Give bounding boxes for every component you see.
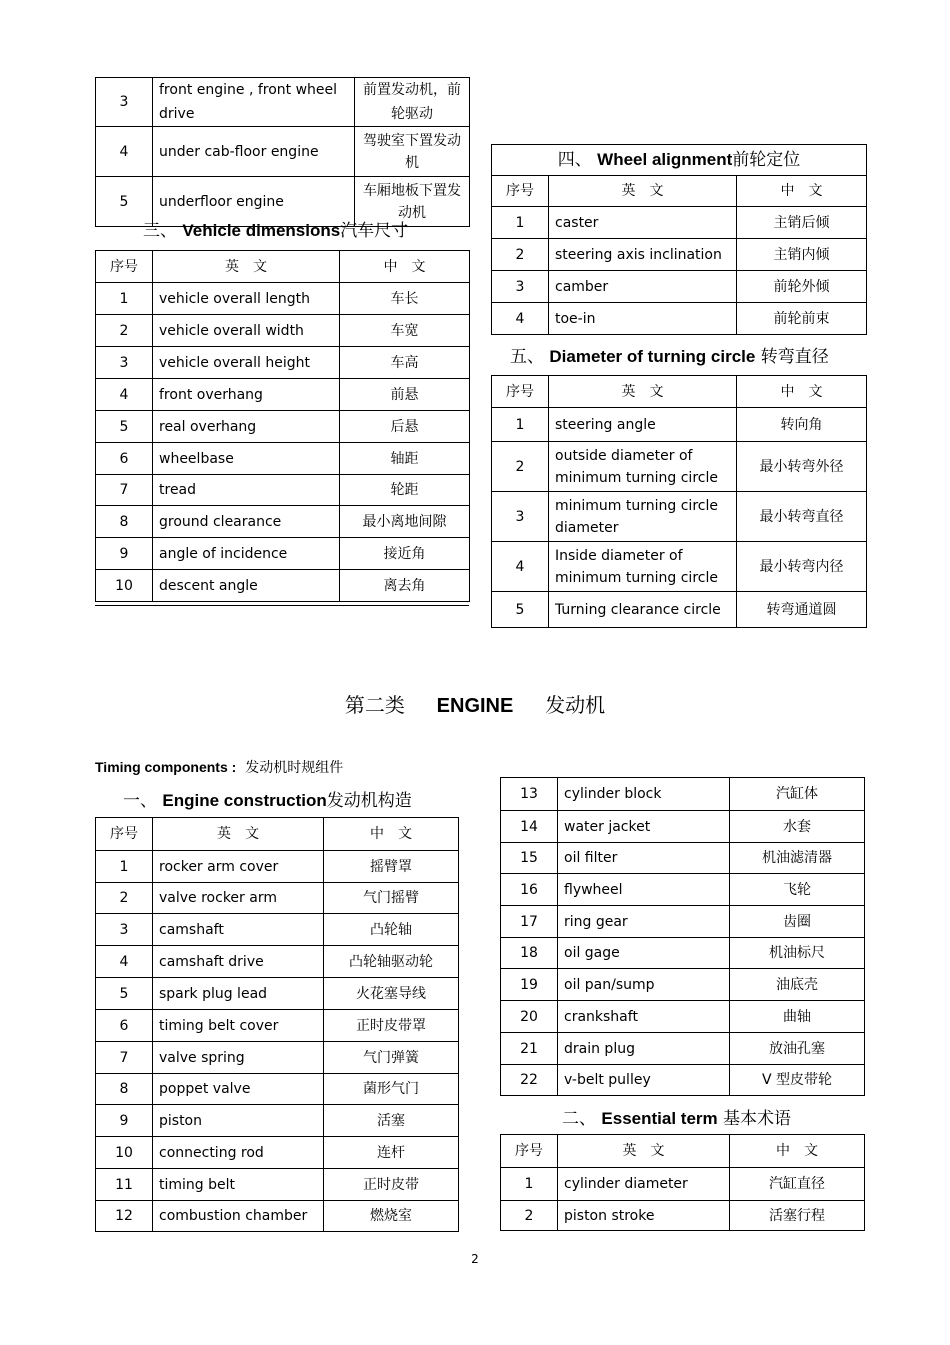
- row-english-term: oil gage: [558, 938, 730, 969]
- row-number: 3: [96, 347, 153, 379]
- row-english-term: ring gear: [558, 906, 730, 938]
- row-english-term: under cab-floor engine: [153, 127, 355, 177]
- table-turning-circle: [491, 375, 866, 628]
- table-caption-row: [492, 145, 867, 176]
- table-row: [96, 570, 470, 602]
- table-row: [96, 475, 470, 506]
- row-number: 1: [501, 1168, 558, 1201]
- row-chinese-term: 连杆: [324, 1137, 459, 1169]
- section-title-turning-circle: 五、 Diameter of turning circle 转弯直径: [510, 347, 829, 367]
- row-chinese-term: 主销内倾: [737, 239, 867, 271]
- row-chinese-term: 凸轮轴驱动轮: [324, 946, 459, 978]
- table-row: [501, 969, 865, 1001]
- row-number: 11: [96, 1169, 153, 1201]
- row-english-term: camber: [549, 271, 737, 303]
- header-no: 序号: [96, 251, 153, 283]
- row-english-term: Inside diameter of minimum turning circle: [549, 542, 737, 592]
- row-english-term: camshaft drive: [153, 946, 324, 978]
- row-chinese-term: 前轮外倾: [737, 271, 867, 303]
- header-cn: 中 文: [324, 818, 459, 851]
- table-row: [492, 492, 867, 542]
- row-number: 20: [501, 1001, 558, 1033]
- row-number: 9: [96, 1105, 153, 1137]
- header-en: 英 文: [549, 176, 737, 207]
- table-row: [96, 1010, 459, 1042]
- table-row: [492, 442, 867, 492]
- table-row: [492, 239, 867, 271]
- row-chinese-term: 火花塞导线: [324, 978, 459, 1010]
- row-number: 9: [96, 538, 153, 570]
- table-header-row: [501, 1135, 865, 1168]
- row-english-term: connecting rod: [153, 1137, 324, 1169]
- table-engine-construction-cont: [500, 777, 864, 1096]
- section-title-engine-construction: 一、 Engine construction发动机构造: [123, 791, 412, 811]
- row-chinese-term: 最小转弯直径: [737, 492, 867, 542]
- row-number: 2: [492, 442, 549, 492]
- row-number: 21: [501, 1033, 558, 1065]
- table-row: [96, 1201, 459, 1232]
- row-number: 13: [501, 778, 558, 811]
- row-number: 2: [492, 239, 549, 271]
- row-number: 7: [96, 1042, 153, 1074]
- row-number: 2: [96, 315, 153, 347]
- row-english-term: piston stroke: [558, 1201, 730, 1231]
- section-title-vehicle-dimensions: 三、 Vehicle dimensions汽车尺寸: [143, 221, 409, 241]
- row-number: 15: [501, 843, 558, 874]
- row-chinese-term: 转弯通道圆: [737, 592, 867, 628]
- row-english-term: camshaft: [153, 914, 324, 946]
- table-essential-term: [500, 1134, 864, 1231]
- header-en: 英 文: [558, 1135, 730, 1168]
- row-number: 4: [96, 946, 153, 978]
- table-row: [492, 592, 867, 628]
- row-chinese-term: 正时皮带罩: [324, 1010, 459, 1042]
- row-english-term: combustion chamber: [153, 1201, 324, 1232]
- row-english-term: wheelbase: [153, 443, 340, 475]
- row-number: 3: [492, 492, 549, 542]
- row-english-term: tread: [153, 475, 340, 506]
- row-number: 4: [96, 379, 153, 411]
- table-header-row: [492, 376, 867, 408]
- table-row: [501, 1201, 865, 1231]
- row-number: 19: [501, 969, 558, 1001]
- table-row: [492, 271, 867, 303]
- table-row: [492, 542, 867, 592]
- row-chinese-term: 飞轮: [730, 874, 865, 906]
- table-row: [501, 906, 865, 938]
- row-english-term: crankshaft: [558, 1001, 730, 1033]
- row-english-term: spark plug lead: [153, 978, 324, 1010]
- row-chinese-term: 活塞: [324, 1105, 459, 1137]
- row-number: 1: [492, 408, 549, 442]
- header-en: 英 文: [549, 376, 737, 408]
- table-row: [96, 78, 470, 127]
- row-number: 17: [501, 906, 558, 938]
- table-wheel-alignment: [491, 144, 866, 335]
- row-chinese-term: 燃烧室: [324, 1201, 459, 1232]
- row-english-term: flywheel: [558, 874, 730, 906]
- row-english-term: oil filter: [558, 843, 730, 874]
- row-chinese-term: 最小转弯内径: [737, 542, 867, 592]
- row-chinese-term: 气门摇臂: [324, 883, 459, 914]
- row-english-term: underfloor engine: [153, 177, 355, 227]
- row-english-term: toe-in: [549, 303, 737, 335]
- header-cn: 中 文: [737, 176, 867, 207]
- page-number: 2: [471, 1252, 479, 1266]
- chapter-title: 第二类 ENGINE 发动机: [344, 693, 606, 717]
- row-chinese-term: 车厢地板下置发动机: [355, 177, 470, 227]
- row-number: 1: [96, 283, 153, 315]
- table-row: [96, 1169, 459, 1201]
- table-row: [96, 283, 470, 315]
- row-english-term: vehicle overall height: [153, 347, 340, 379]
- row-english-term: vehicle overall length: [153, 283, 340, 315]
- row-chinese-term: 驾驶室下置发动机: [355, 127, 470, 177]
- table-row: [96, 506, 470, 538]
- row-chinese-term: 正时皮带: [324, 1169, 459, 1201]
- row-chinese-term: 最小离地间隙: [340, 506, 470, 538]
- row-number: 1: [96, 851, 153, 883]
- row-english-term: timing belt: [153, 1169, 324, 1201]
- table-row: [96, 946, 459, 978]
- row-number: 18: [501, 938, 558, 969]
- row-number: 3: [96, 78, 153, 127]
- row-english-term: timing belt cover: [153, 1010, 324, 1042]
- row-chinese-term: 油底壳: [730, 969, 865, 1001]
- row-english-term: valve spring: [153, 1042, 324, 1074]
- row-chinese-term: 水套: [730, 811, 865, 843]
- row-chinese-term: 转向角: [737, 408, 867, 442]
- header-en: 英 文: [153, 251, 340, 283]
- row-english-term: ground clearance: [153, 506, 340, 538]
- row-english-term: descent angle: [153, 570, 340, 602]
- row-number: 10: [96, 570, 153, 602]
- row-number: 10: [96, 1137, 153, 1169]
- table-row: [96, 538, 470, 570]
- row-number: 4: [492, 303, 549, 335]
- table-row: [492, 408, 867, 442]
- row-chinese-term: 放油孔塞: [730, 1033, 865, 1065]
- row-chinese-term: 车宽: [340, 315, 470, 347]
- table-row: [501, 938, 865, 969]
- table-row: [501, 843, 865, 874]
- row-chinese-term: 后悬: [340, 411, 470, 443]
- row-chinese-term: 前悬: [340, 379, 470, 411]
- row-chinese-term: 最小转弯外径: [737, 442, 867, 492]
- header-cn: 中 文: [730, 1135, 865, 1168]
- table-row: [96, 347, 470, 379]
- row-chinese-term: 轮距: [340, 475, 470, 506]
- row-number: 16: [501, 874, 558, 906]
- row-chinese-term: 车高: [340, 347, 470, 379]
- row-number: 2: [96, 883, 153, 914]
- table-row: [96, 1137, 459, 1169]
- row-chinese-term: 前置发动机，前轮驱动: [355, 78, 470, 127]
- section-title-wheel-alignment: 四、 Wheel alignment前轮定位: [492, 145, 867, 176]
- table-row: [492, 303, 867, 335]
- table-vehicle-dimensions: [95, 250, 469, 602]
- row-english-term: valve rocker arm: [153, 883, 324, 914]
- table-row: [96, 379, 470, 411]
- row-chinese-term: 气门弹簧: [324, 1042, 459, 1074]
- table-row: [96, 1105, 459, 1137]
- row-chinese-term: 凸轮轴: [324, 914, 459, 946]
- table-row: [96, 978, 459, 1010]
- table-row: [96, 1042, 459, 1074]
- table-row: [492, 207, 867, 239]
- row-number: 5: [492, 592, 549, 628]
- row-english-term: Turning clearance circle: [549, 592, 737, 628]
- table-row: [501, 1168, 865, 1201]
- row-chinese-term: 齿圈: [730, 906, 865, 938]
- row-english-term: caster: [549, 207, 737, 239]
- row-number: 4: [492, 542, 549, 592]
- row-number: 12: [96, 1201, 153, 1232]
- table-engine-construction: [95, 817, 458, 1232]
- row-english-term: vehicle overall width: [153, 315, 340, 347]
- table-row: [96, 443, 470, 475]
- table-row: [501, 1001, 865, 1033]
- table-row: [96, 127, 470, 177]
- row-english-term: front overhang: [153, 379, 340, 411]
- row-chinese-term: 机油标尺: [730, 938, 865, 969]
- table-header-row: [492, 176, 867, 207]
- header-no: 序号: [96, 818, 153, 851]
- row-number: 3: [96, 914, 153, 946]
- row-number: 8: [96, 506, 153, 538]
- table-row: [96, 914, 459, 946]
- header-no: 序号: [492, 376, 549, 408]
- table-row: [501, 811, 865, 843]
- row-number: 6: [96, 1010, 153, 1042]
- row-number: 5: [96, 177, 153, 227]
- row-number: 3: [492, 271, 549, 303]
- table-header-row: [96, 251, 470, 283]
- header-no: 序号: [492, 176, 549, 207]
- row-number: 5: [96, 411, 153, 443]
- row-english-term: real overhang: [153, 411, 340, 443]
- table-row: [96, 315, 470, 347]
- table-row: [501, 874, 865, 906]
- row-chinese-term: 离去角: [340, 570, 470, 602]
- row-english-term: poppet valve: [153, 1074, 324, 1105]
- section-title-essential-term: 二、 Essential term 基本术语: [562, 1109, 792, 1129]
- row-english-term: oil pan/sump: [558, 969, 730, 1001]
- row-chinese-term: 车长: [340, 283, 470, 315]
- row-english-term: steering angle: [549, 408, 737, 442]
- row-chinese-term: 汽缸体: [730, 778, 865, 811]
- row-english-term: cylinder diameter: [558, 1168, 730, 1201]
- row-number: 14: [501, 811, 558, 843]
- timing-components-line: Timing components : 发动机时规组件: [95, 759, 344, 776]
- row-number: 2: [501, 1201, 558, 1231]
- row-english-term: water jacket: [558, 811, 730, 843]
- row-english-term: piston: [153, 1105, 324, 1137]
- row-chinese-term: 主销后倾: [737, 207, 867, 239]
- row-chinese-term: V 型皮带轮: [730, 1065, 865, 1096]
- row-chinese-term: 机油滤清器: [730, 843, 865, 874]
- row-number: 8: [96, 1074, 153, 1105]
- row-english-term: drain plug: [558, 1033, 730, 1065]
- table-row: [96, 851, 459, 883]
- table-row: [501, 1065, 865, 1096]
- row-chinese-term: 摇臂罩: [324, 851, 459, 883]
- row-english-term: outside diameter of minimum turning circle: [549, 442, 737, 492]
- row-english-term: v-belt pulley: [558, 1065, 730, 1096]
- table-row: [501, 778, 865, 811]
- row-english-term: front engine , front wheel drive: [153, 78, 355, 127]
- table-bottom-rule: [95, 605, 469, 606]
- header-cn: 中 文: [340, 251, 470, 283]
- row-number: 22: [501, 1065, 558, 1096]
- table-row: [501, 1033, 865, 1065]
- row-english-term: cylinder block: [558, 778, 730, 811]
- row-english-term: rocker arm cover: [153, 851, 324, 883]
- row-number: 6: [96, 443, 153, 475]
- table-row: [96, 411, 470, 443]
- row-chinese-term: 曲轴: [730, 1001, 865, 1033]
- row-number: 5: [96, 978, 153, 1010]
- table-header-row: [96, 818, 459, 851]
- row-number: 7: [96, 475, 153, 506]
- header-no: 序号: [501, 1135, 558, 1168]
- row-number: 4: [96, 127, 153, 177]
- row-chinese-term: 接近角: [340, 538, 470, 570]
- row-chinese-term: 前轮前束: [737, 303, 867, 335]
- row-number: 1: [492, 207, 549, 239]
- row-english-term: minimum turning circle diameter: [549, 492, 737, 542]
- header-cn: 中 文: [737, 376, 867, 408]
- row-chinese-term: 轴距: [340, 443, 470, 475]
- row-english-term: steering axis inclination: [549, 239, 737, 271]
- row-chinese-term: 菌形气门: [324, 1074, 459, 1105]
- table-row: [96, 1074, 459, 1105]
- table-engine-position: [95, 77, 469, 227]
- table-row: [96, 883, 459, 914]
- header-en: 英 文: [153, 818, 324, 851]
- row-chinese-term: 活塞行程: [730, 1201, 865, 1231]
- row-english-term: angle of incidence: [153, 538, 340, 570]
- row-chinese-term: 汽缸直径: [730, 1168, 865, 1201]
